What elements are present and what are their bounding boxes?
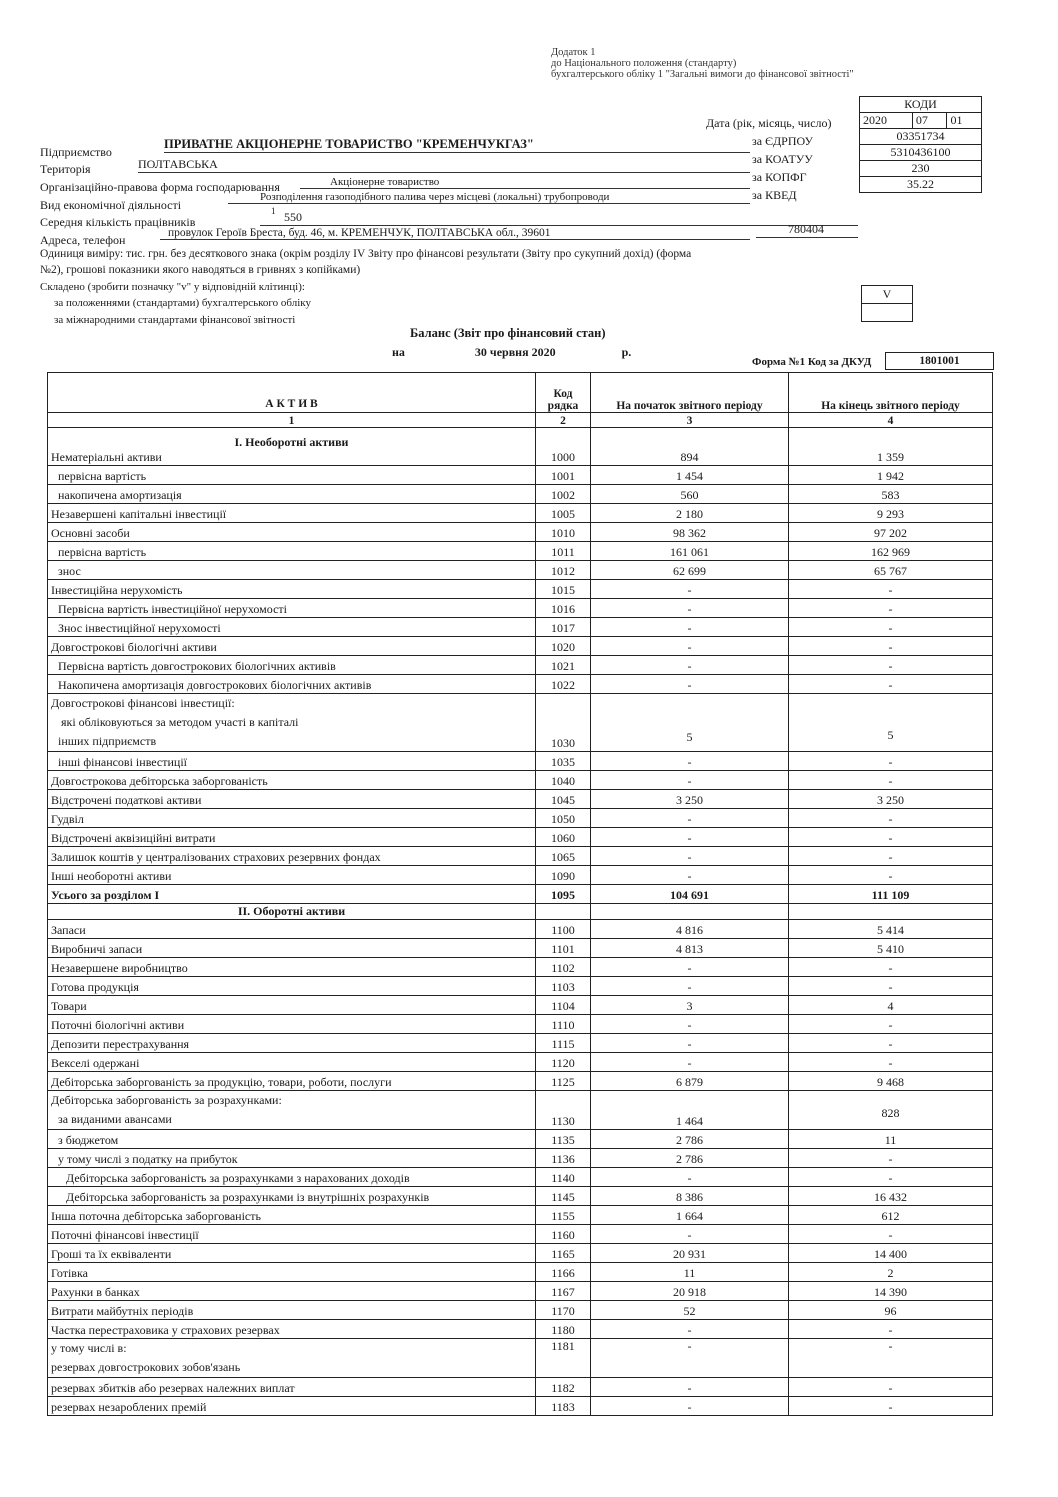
report-date: 30 червня 2020 bbox=[474, 345, 556, 359]
row-label: Інші необоротні активи bbox=[48, 866, 536, 885]
row-code: 1016 bbox=[536, 599, 591, 618]
appendix-line-1: Додаток 1 bbox=[551, 47, 596, 58]
row-end: 1 942 bbox=[789, 466, 993, 485]
row-start: 6 879 bbox=[591, 1072, 789, 1091]
row-label: з бюджетом bbox=[48, 1130, 536, 1149]
row-end: 97 202 bbox=[789, 523, 993, 542]
row-label: Дебіторська заборгованість за розрахунками з нарахованих доходів bbox=[48, 1168, 536, 1187]
row-start: - bbox=[591, 1053, 789, 1072]
row-start: 161 061 bbox=[591, 542, 789, 561]
table-row bbox=[48, 1378, 993, 1397]
row-end: - bbox=[789, 599, 993, 618]
row-start: - bbox=[591, 618, 789, 637]
row-code: 1182 bbox=[536, 1378, 591, 1397]
row-label: Довгострокові біологічні активи bbox=[48, 637, 536, 656]
row-code: 1125 bbox=[536, 1072, 591, 1091]
row-start: - bbox=[591, 656, 789, 675]
row-end: - bbox=[789, 618, 993, 637]
row-end: 11 bbox=[789, 1130, 993, 1149]
row-end: - bbox=[789, 1034, 993, 1053]
row-start: - bbox=[591, 1168, 789, 1187]
date-suffix: р. bbox=[621, 345, 632, 359]
row-code: 1100 bbox=[536, 920, 591, 939]
row-code: 1140 bbox=[536, 1168, 591, 1187]
row-start: 8 386 bbox=[591, 1187, 789, 1206]
row-start: 2 786 bbox=[591, 1149, 789, 1168]
row-start: - bbox=[591, 1320, 789, 1339]
row-label-line-2: за виданими авансами bbox=[58, 1112, 172, 1126]
row-code: 1045 bbox=[536, 790, 591, 809]
row-label: первісна вартість bbox=[48, 466, 536, 485]
row-label: накопичена амортизація bbox=[48, 485, 536, 504]
row-start: 4 816 bbox=[591, 920, 789, 939]
row-start: - bbox=[591, 977, 789, 996]
row-end: 5 410 bbox=[789, 939, 993, 958]
header-code: Код рядка bbox=[536, 373, 591, 413]
row-label: Знос інвестиційної нерухомості bbox=[48, 618, 536, 637]
section-1-title: I. Необоротні активи bbox=[234, 435, 349, 449]
row-start: - bbox=[591, 580, 789, 599]
row-start: 1 454 bbox=[591, 466, 789, 485]
row-end: - bbox=[789, 1339, 993, 1378]
row-label: Нематеріальні активи bbox=[51, 450, 162, 464]
col-number-1: 1 bbox=[48, 413, 536, 428]
units-line-1: Одиниця виміру: тис. грн. без десяткового знака (окрім розділу IV Звіту про фінансові результати (Звіту про сукупний дохід) (форма bbox=[40, 248, 692, 260]
table-row bbox=[48, 939, 993, 958]
row-code: 1021 bbox=[536, 656, 591, 675]
row-label: Дебіторська заборгованість за продукцію, товари, роботи, послуги bbox=[48, 1072, 536, 1091]
row-code: 1017 bbox=[536, 618, 591, 637]
row-end: 5 414 bbox=[789, 920, 993, 939]
table-row bbox=[48, 694, 993, 752]
row-end: 111 109 bbox=[789, 885, 993, 904]
table-row bbox=[48, 1206, 993, 1225]
row-end: 96 bbox=[789, 1301, 993, 1320]
address-value: провулок Героїв Бреста, буд. 46, м. КРЕМЕНЧУК, ПОЛТАВСЬКА обл., 39601 bbox=[160, 227, 750, 240]
row-label: Накопичена амортизація довгострокових біологічних активів bbox=[48, 675, 536, 694]
row-end: - bbox=[789, 958, 993, 977]
row-label: Готова продукція bbox=[48, 977, 536, 996]
form-code: 1801001 bbox=[885, 352, 994, 370]
row-code: 1011 bbox=[536, 542, 591, 561]
row-code: 1015 bbox=[536, 580, 591, 599]
row-label: Гудвіл bbox=[48, 809, 536, 828]
row-label: Інша поточна дебіторська заборгованість bbox=[48, 1206, 536, 1225]
row-start: - bbox=[591, 809, 789, 828]
label-edrpou: за ЄДРПОУ bbox=[752, 134, 814, 148]
row-start: 2 786 bbox=[591, 1130, 789, 1149]
row-end: - bbox=[789, 1149, 993, 1168]
row-end: 828 bbox=[789, 1091, 993, 1130]
table-row bbox=[48, 1149, 993, 1168]
row-code: 1104 bbox=[536, 996, 591, 1015]
row-code: 1035 bbox=[536, 752, 591, 771]
row-label: інші фінансові інвестиції bbox=[48, 752, 536, 771]
row-end: 2 bbox=[789, 1263, 993, 1282]
table-row bbox=[48, 977, 993, 996]
section-2-row bbox=[48, 904, 993, 920]
row-start: - bbox=[591, 752, 789, 771]
row-label-line-2: які обліковуються за методом участі в капіталі bbox=[61, 715, 299, 729]
row-label-line-1: у тому числі в: bbox=[51, 1341, 127, 1355]
table-row bbox=[48, 866, 993, 885]
table-row bbox=[48, 561, 993, 580]
table-row bbox=[48, 809, 993, 828]
row-end: - bbox=[789, 1320, 993, 1339]
row-end: 9 468 bbox=[789, 1072, 993, 1091]
row-start: - bbox=[591, 1378, 789, 1397]
row-start: - bbox=[591, 866, 789, 885]
table-row bbox=[48, 1339, 993, 1378]
row-end: - bbox=[789, 1225, 993, 1244]
report-date-line bbox=[392, 345, 631, 360]
row-start: - bbox=[591, 1339, 789, 1378]
row-code: 1005 bbox=[536, 504, 591, 523]
territory-label: Територія bbox=[40, 162, 91, 176]
row-label: Товари bbox=[48, 996, 536, 1015]
row-end: - bbox=[789, 580, 993, 599]
table-row bbox=[48, 1130, 993, 1149]
row-label-line-2: резервах довгострокових зобов'язань bbox=[51, 1360, 241, 1374]
row-start: - bbox=[591, 599, 789, 618]
row-start: - bbox=[591, 1034, 789, 1053]
row-code: 1001 bbox=[536, 466, 591, 485]
row-label: Дебіторська заборгованість за розрахунками із внутрішніх розрахунків bbox=[48, 1187, 536, 1206]
row-code: 1160 bbox=[536, 1225, 591, 1244]
table-row bbox=[48, 656, 993, 675]
row-label-line-1: Дебіторська заборгованість за розрахунками: bbox=[51, 1093, 282, 1107]
row-code: 1135 bbox=[536, 1130, 591, 1149]
date-month: 07 bbox=[912, 113, 947, 128]
row-label: первісна вартість bbox=[48, 542, 536, 561]
balance-table bbox=[47, 372, 993, 1416]
table-row bbox=[48, 580, 993, 599]
row-label: знос bbox=[48, 561, 536, 580]
row-code: 1090 bbox=[536, 866, 591, 885]
table-row bbox=[48, 1168, 993, 1187]
phone-value: 780404 bbox=[756, 222, 858, 238]
row-code: 1060 bbox=[536, 828, 591, 847]
row-code: 1115 bbox=[536, 1034, 591, 1053]
row-label: Первісна вартість інвестиційної нерухомості bbox=[48, 599, 536, 618]
compiled-option-ifrs: за міжнародними стандартами фінансової звітності bbox=[54, 314, 296, 326]
row-code: 1183 bbox=[536, 1397, 591, 1416]
compiled-option-standards: за положеннями (стандартами) бухгалтерського обліку bbox=[54, 297, 311, 309]
appendix-line-2: до Національного положення (стандарту) bbox=[551, 58, 737, 69]
row-start: 11 bbox=[591, 1263, 789, 1282]
row-end: - bbox=[789, 1168, 993, 1187]
row-start: - bbox=[591, 637, 789, 656]
row-code: 1022 bbox=[536, 675, 591, 694]
row-end: - bbox=[789, 977, 993, 996]
row-end: - bbox=[789, 675, 993, 694]
code-edrpou: 03351734 bbox=[860, 128, 981, 144]
form-label: Форма №1 Код за ДКУД bbox=[752, 356, 872, 368]
total-row-section-1 bbox=[48, 885, 993, 904]
employees-mark: 1 bbox=[271, 206, 276, 216]
table-row bbox=[48, 504, 993, 523]
checkbox-standards[interactable]: V bbox=[882, 287, 892, 301]
row-start: 62 699 bbox=[591, 561, 789, 580]
row-label: Запаси bbox=[48, 920, 536, 939]
row-code: 1101 bbox=[536, 939, 591, 958]
section-2-title: II. Оборотні активи bbox=[48, 904, 536, 920]
table-row bbox=[48, 618, 993, 637]
row-end: 4 bbox=[789, 996, 993, 1015]
row-label: Довгострокова дебіторська заборгованість bbox=[48, 771, 536, 790]
table-row bbox=[48, 1244, 993, 1263]
row-end: - bbox=[789, 752, 993, 771]
row-code: 1030 bbox=[536, 694, 591, 752]
table-row bbox=[48, 1282, 993, 1301]
row-label: Усього за розділом I bbox=[48, 885, 536, 904]
row-start: - bbox=[591, 828, 789, 847]
row-label: Депозити перестрахування bbox=[48, 1034, 536, 1053]
row-start: 3 250 bbox=[591, 790, 789, 809]
row-start: 104 691 bbox=[591, 885, 789, 904]
row-end: - bbox=[789, 1378, 993, 1397]
row-end: 14 400 bbox=[789, 1244, 993, 1263]
row-code: 1012 bbox=[536, 561, 591, 580]
row-label: Інвестиційна нерухомість bbox=[48, 580, 536, 599]
compiled-label: Складено (зробити позначку "v" у відповідній клітинці): bbox=[40, 281, 305, 293]
row-end: - bbox=[789, 1053, 993, 1072]
row-start: - bbox=[591, 1225, 789, 1244]
table-row bbox=[48, 599, 993, 618]
row-code: 1181 bbox=[536, 1339, 591, 1378]
row-code: 1145 bbox=[536, 1187, 591, 1206]
col-number-3: 3 bbox=[591, 413, 789, 428]
row-code: 1020 bbox=[536, 637, 591, 656]
row-end: - bbox=[789, 1397, 993, 1416]
row-code: 1000 bbox=[536, 428, 591, 466]
row-end: - bbox=[789, 771, 993, 790]
table-row bbox=[48, 1301, 993, 1320]
table-row bbox=[48, 1263, 993, 1282]
row-code: 1167 bbox=[536, 1282, 591, 1301]
table-row bbox=[48, 637, 993, 656]
address-label: Адреса, телефон bbox=[40, 233, 126, 247]
appendix-note bbox=[551, 47, 854, 80]
row-start: - bbox=[591, 1397, 789, 1416]
row-code: 1102 bbox=[536, 958, 591, 977]
row-end: 162 969 bbox=[789, 542, 993, 561]
row-start: - bbox=[591, 771, 789, 790]
row-start: 5 bbox=[591, 694, 789, 752]
row-label: Витрати майбутніх періодів bbox=[48, 1301, 536, 1320]
row-end: - bbox=[789, 866, 993, 885]
table-row bbox=[48, 828, 993, 847]
date-prefix: на bbox=[392, 345, 405, 359]
table-row bbox=[48, 1320, 993, 1339]
header-assets: А К Т И В bbox=[48, 373, 536, 413]
checkbox-ifrs[interactable] bbox=[862, 303, 912, 321]
row-label: Основні засоби bbox=[48, 523, 536, 542]
table-row bbox=[48, 485, 993, 504]
row-start: 3 bbox=[591, 996, 789, 1015]
compiled-checkbox-group bbox=[861, 285, 913, 322]
row-end: 65 767 bbox=[789, 561, 993, 580]
row-start: 52 bbox=[591, 1301, 789, 1320]
table-row bbox=[48, 1187, 993, 1206]
row-label: резервах незароблених премій bbox=[48, 1397, 536, 1416]
row-code: 1130 bbox=[536, 1091, 591, 1130]
header-end: На кінець звітного періоду bbox=[789, 373, 993, 413]
row-label: резервах збитків або резервах належних виплат bbox=[48, 1378, 536, 1397]
table-row bbox=[48, 847, 993, 866]
table-row bbox=[48, 542, 993, 561]
row-code: 1110 bbox=[536, 1015, 591, 1034]
table-row bbox=[48, 1091, 993, 1130]
row-end: 583 bbox=[789, 485, 993, 504]
report-title: Баланс (Звіт про фінансовий стан) bbox=[410, 326, 606, 340]
row-start: 20 918 bbox=[591, 1282, 789, 1301]
code-kved: 35.22 bbox=[860, 176, 981, 192]
table-row bbox=[48, 1034, 993, 1053]
row-end: - bbox=[789, 637, 993, 656]
row-label: Відстрочені аквізиційні витрати bbox=[48, 828, 536, 847]
row-code: 1180 bbox=[536, 1320, 591, 1339]
row-code: 1120 bbox=[536, 1053, 591, 1072]
row-end: - bbox=[789, 828, 993, 847]
table-row bbox=[48, 675, 993, 694]
column-numbers-row bbox=[48, 413, 993, 428]
codes-header: КОДИ bbox=[904, 97, 937, 111]
table-row bbox=[48, 523, 993, 542]
appendix-line-3: бухгалтерського обліку 1 "Загальні вимоги до фінансової звітності" bbox=[551, 69, 854, 80]
row-label: Поточні фінансові інвестиції bbox=[48, 1225, 536, 1244]
row-end: - bbox=[789, 809, 993, 828]
row-start: 4 813 bbox=[591, 939, 789, 958]
activity-label: Вид економічної діяльності bbox=[40, 198, 182, 212]
row-start: - bbox=[591, 958, 789, 977]
legal-form-label: Організаційно-правова форма господарювання bbox=[40, 180, 280, 194]
row-label-line-1: Довгострокові фінансові інвестиції: bbox=[51, 696, 235, 710]
table-row bbox=[48, 1397, 993, 1416]
enterprise-name: ПРИВАТНЕ АКЦІОНЕРНЕ ТОВАРИСТВО "КРЕМЕНЧУКГАЗ" bbox=[164, 137, 750, 153]
row-label: Відстрочені податкові активи bbox=[48, 790, 536, 809]
row-start: 20 931 bbox=[591, 1244, 789, 1263]
row-end: - bbox=[789, 656, 993, 675]
table-row bbox=[48, 1072, 993, 1091]
row-label: Гроші та їх еквіваленти bbox=[48, 1244, 536, 1263]
table-row bbox=[48, 790, 993, 809]
row-code: 1095 bbox=[536, 885, 591, 904]
table-row bbox=[48, 428, 993, 466]
row-start: - bbox=[591, 675, 789, 694]
code-kopfg: 230 bbox=[860, 160, 981, 176]
row-label: у тому числі з податку на прибуток bbox=[48, 1149, 536, 1168]
row-end: 3 250 bbox=[789, 790, 993, 809]
employees-label: Середня кількість працівників bbox=[40, 215, 196, 229]
table-row bbox=[48, 920, 993, 939]
row-label: Первісна вартість довгострокових біологічних активів bbox=[48, 656, 536, 675]
row-start: 98 362 bbox=[591, 523, 789, 542]
row-start: - bbox=[591, 847, 789, 866]
code-koatuu: 5310436100 bbox=[860, 144, 981, 160]
row-label: Незавершене виробництво bbox=[48, 958, 536, 977]
row-end: 1 359 bbox=[789, 428, 993, 466]
row-start: 2 180 bbox=[591, 504, 789, 523]
table-row bbox=[48, 996, 993, 1015]
row-start: - bbox=[591, 1015, 789, 1034]
label-kved: за КВЕД bbox=[752, 188, 797, 202]
row-end: 16 432 bbox=[789, 1187, 993, 1206]
table-row bbox=[48, 466, 993, 485]
row-start: 894 bbox=[591, 428, 789, 466]
row-label: Незавершені капітальні інвестиції bbox=[48, 504, 536, 523]
row-code: 1136 bbox=[536, 1149, 591, 1168]
legal-form-value: Акціонерне товариство bbox=[300, 176, 750, 189]
row-start: 1 664 bbox=[591, 1206, 789, 1225]
table-row bbox=[48, 1225, 993, 1244]
enterprise-label: Підприємство bbox=[40, 145, 112, 159]
row-code: 1002 bbox=[536, 485, 591, 504]
row-start: 1 464 bbox=[591, 1091, 789, 1130]
row-end: - bbox=[789, 847, 993, 866]
row-label: Поточні біологічні активи bbox=[48, 1015, 536, 1034]
table-row bbox=[48, 752, 993, 771]
units-line-2: №2), грошові показники якого наводяться в гривнях з копійками) bbox=[40, 264, 361, 276]
territory-value: ПОЛТАВСЬКА bbox=[138, 157, 750, 173]
row-code: 1103 bbox=[536, 977, 591, 996]
row-code: 1050 bbox=[536, 809, 591, 828]
activity-value: Розподілення газоподібного палива через місцеві (локальні) трубопроводи bbox=[228, 191, 750, 204]
table-row bbox=[48, 1015, 993, 1034]
employees-value: 550 bbox=[260, 210, 858, 226]
row-label: Частка перестраховика у страхових резервах bbox=[48, 1320, 536, 1339]
row-label: Залишок коштів у централізованих страхових резервних фондах bbox=[48, 847, 536, 866]
row-end: 9 293 bbox=[789, 504, 993, 523]
row-end: 612 bbox=[789, 1206, 993, 1225]
row-label: Векселі одержані bbox=[48, 1053, 536, 1072]
row-label: Виробничі запаси bbox=[48, 939, 536, 958]
table-header-row bbox=[48, 373, 993, 413]
row-code: 1010 bbox=[536, 523, 591, 542]
table-row bbox=[48, 958, 993, 977]
table-row bbox=[48, 771, 993, 790]
row-label-line-3: інших підприємств bbox=[58, 734, 157, 748]
row-end: - bbox=[789, 1015, 993, 1034]
date-day: 01 bbox=[946, 113, 981, 128]
row-code: 1155 bbox=[536, 1206, 591, 1225]
date-year: 2020 bbox=[863, 113, 887, 127]
row-end: 14 390 bbox=[789, 1282, 993, 1301]
codes-date-row bbox=[860, 112, 981, 128]
label-date: Дата (рік, місяць, число) bbox=[706, 116, 832, 130]
label-koatuu: за КОАТУУ bbox=[752, 152, 813, 166]
row-code: 1165 bbox=[536, 1244, 591, 1263]
row-code: 1170 bbox=[536, 1301, 591, 1320]
row-code: 1065 bbox=[536, 847, 591, 866]
row-label: Рахунки в банках bbox=[48, 1282, 536, 1301]
table-row bbox=[48, 1053, 993, 1072]
col-number-2: 2 bbox=[536, 413, 591, 428]
row-start: 560 bbox=[591, 485, 789, 504]
label-kopfg: за КОПФГ bbox=[752, 170, 807, 184]
row-end: 5 bbox=[789, 694, 993, 752]
header-start: На початок звітного періоду bbox=[591, 373, 789, 413]
col-number-4: 4 bbox=[789, 413, 993, 428]
row-label: Готівка bbox=[48, 1263, 536, 1282]
codes-box bbox=[859, 96, 982, 193]
row-code: 1166 bbox=[536, 1263, 591, 1282]
row-code: 1040 bbox=[536, 771, 591, 790]
